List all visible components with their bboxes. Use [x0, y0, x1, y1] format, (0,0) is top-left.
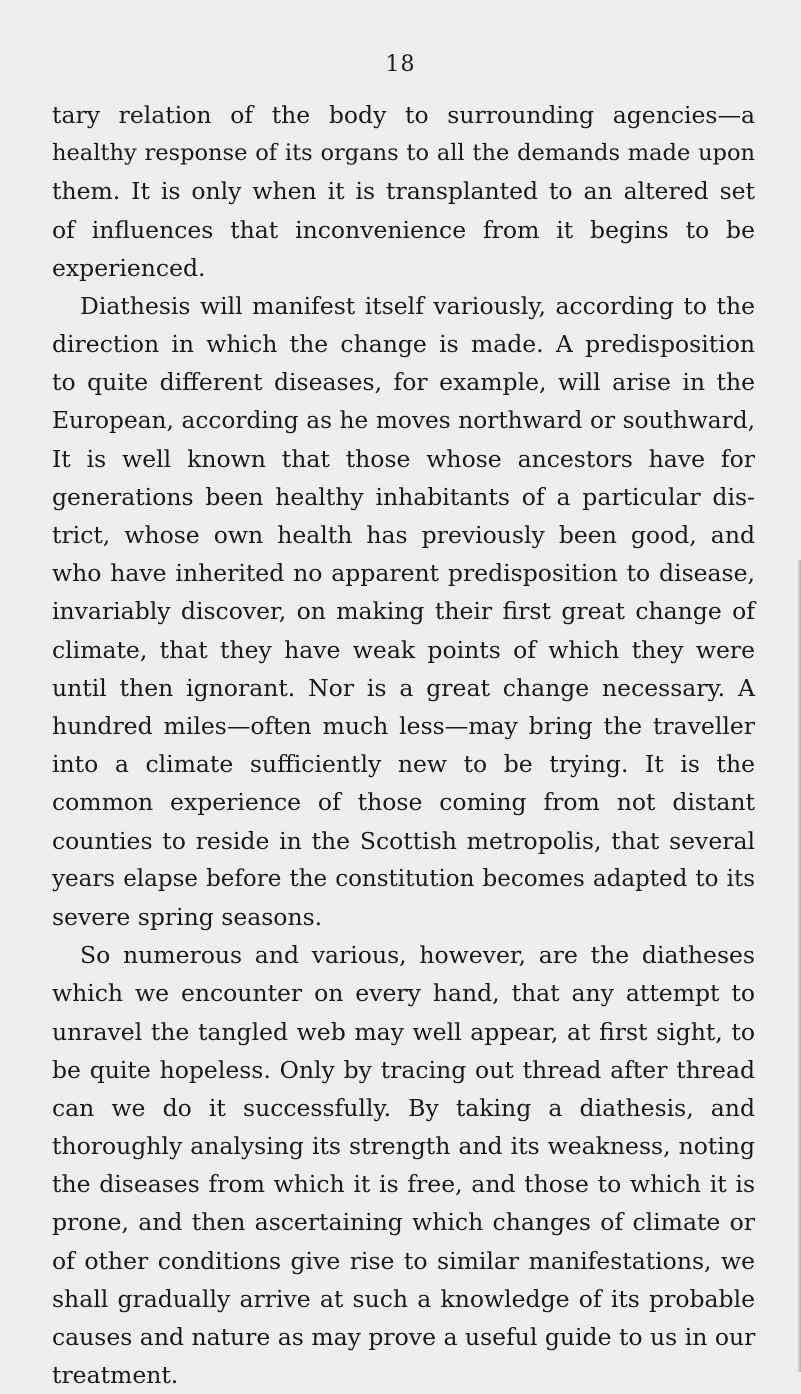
text-line: counties to reside in the Scottish metropolis, that several [52, 826, 755, 855]
text-line: trict, whose own health has previously been good, and [52, 521, 755, 550]
text-line: severe spring seasons. [52, 902, 323, 931]
text-line: invariably discover, on making their first great change of [52, 597, 755, 626]
page-number: 18 [385, 52, 416, 77]
text-line: into a climate sufficiently new to be trying. It is the [52, 750, 755, 779]
text-line: of influences that inconvenience from it begins to be [52, 215, 755, 244]
text-line: treatment. [52, 1361, 179, 1390]
text-line: unravel the tangled web may well appear, at first sight, to [52, 1017, 755, 1046]
text-line: who have inherited no apparent predisposition to disease, [52, 559, 755, 588]
text-line: European, according as he moves northward or southward, [52, 406, 755, 434]
text-line: years elapse before the constitution becomes adapted to its [52, 865, 755, 892]
text-line: which we encounter on every hand, that any attempt to [52, 979, 755, 1008]
body-text [52, 96, 755, 1394]
text-line: So numerous and various, however, are the diatheses [80, 941, 755, 970]
text-line: be quite hopeless. Only by tracing out thread after thread [52, 1055, 755, 1084]
text-line: shall gradually arrive at such a knowledge of its probable [52, 1284, 755, 1313]
text-line: tary relation of the body to surrounding agencies—a [52, 101, 755, 129]
text-line: hundred miles—often much less—may bring the traveller [52, 712, 755, 740]
text-line: them. It is only when it is transplanted to an altered set [52, 177, 755, 206]
page-edge-shadow [797, 560, 801, 1372]
text-line: It is well known that those whose ancestors have for [52, 444, 755, 473]
text-line: prone, and then ascertaining which changes of climate or [52, 1208, 755, 1237]
text-line: causes and nature as may prove a useful guide to us in our [52, 1323, 756, 1351]
text-line: thoroughly analysing its strength and its weakness, noting [52, 1132, 755, 1161]
text-line: Diathesis will manifest itself variously, according to the [80, 291, 755, 320]
text-line: healthy response of its organs to all the demands made upon [52, 140, 755, 167]
text-line: until then ignorant. Nor is a great change necessary. A [52, 673, 755, 702]
text-line: direction in which the change is made. A predisposition [52, 330, 755, 359]
text-line: to quite different diseases, for example, will arise in the [52, 368, 755, 397]
text-line: experienced. [52, 253, 206, 282]
text-line: of other conditions give rise to similar manifestations, we [52, 1246, 755, 1275]
text-line: generations been healthy inhabitants of a particular dis- [52, 482, 755, 511]
text-line: climate, that they have weak points of which they were [52, 635, 755, 664]
text-line: common experience of those coming from not distant [52, 788, 755, 817]
text-line: can we do it successfully. By taking a diathesis, and [52, 1093, 755, 1122]
text-line: the diseases from which it is free, and those to which it is [52, 1170, 755, 1199]
